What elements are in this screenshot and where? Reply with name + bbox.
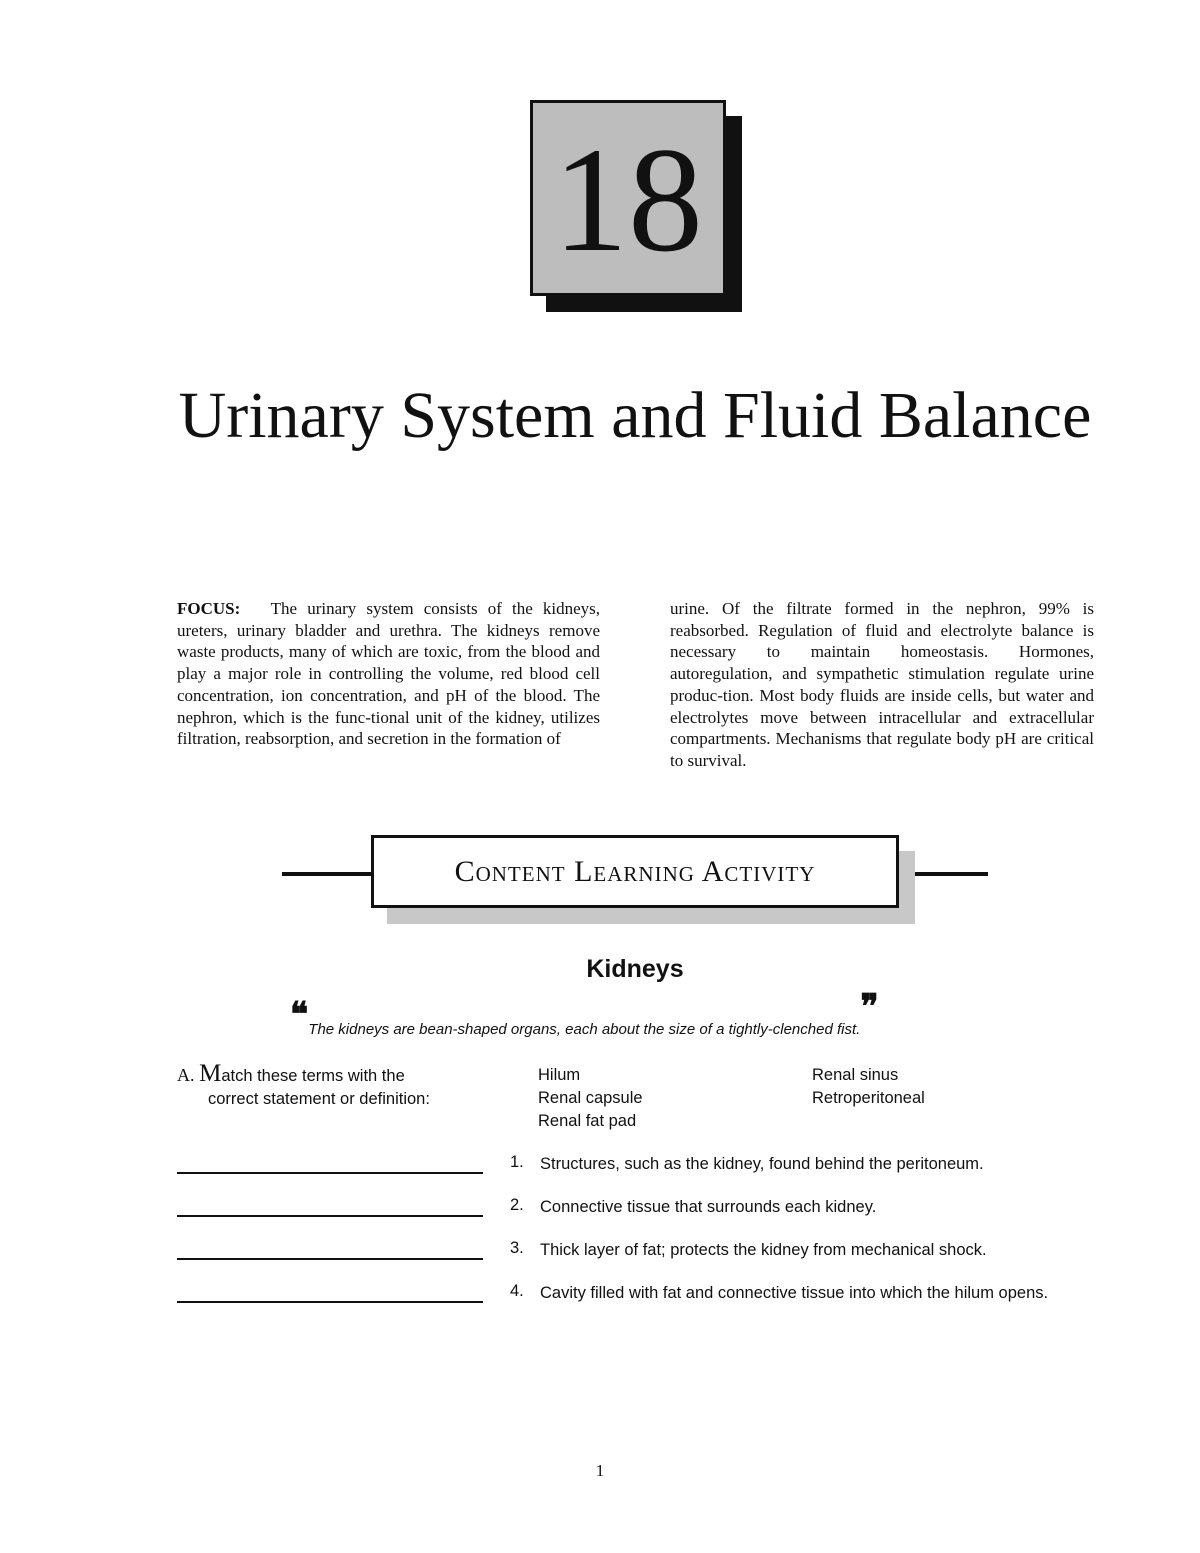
term: Renal capsule: [538, 1089, 643, 1107]
question-text: Thick layer of fat; protects the kidney from mechanical shock.: [540, 1241, 987, 1259]
instruction-line-2: correct statement or definition:: [208, 1090, 430, 1108]
focus-text-2: urine. Of the filtrate formed in the nephron, 99% is reabsorbed. Regulation of fluid and electrolyte balance is necessary to maintain homeostasis. Hormones, autoregulation, and sympathetic stimulation regulate urine produc-tion. Most body fluids are inside cells, but water and electrolytes move between intracellular and extracellular compartments. Mechanisms that regulate body pH are critical to survival.: [670, 599, 1094, 770]
answer-blank[interactable]: [177, 1172, 483, 1174]
question-number: 2.: [510, 1196, 524, 1214]
answer-blank[interactable]: [177, 1301, 483, 1303]
answer-blank[interactable]: [177, 1215, 483, 1217]
term-list-1: [538, 1064, 643, 1133]
chapter-box: [530, 100, 726, 296]
exercise-letter: A.: [177, 1065, 195, 1085]
section-title: Kidneys: [586, 955, 684, 983]
chapter-title: Urinary System and Fluid Balance: [178, 379, 1092, 452]
question-text: Structures, such as the kidney, found behind the peritoneum.: [540, 1155, 984, 1173]
content-learning-activity-banner: Content Learning Activity: [371, 835, 899, 908]
exercise-instruction: [177, 1062, 430, 1111]
focus-label: FOCUS:: [177, 599, 241, 618]
focus-column-1: [177, 598, 600, 750]
term: Retroperitoneal: [812, 1089, 925, 1107]
term: Renal sinus: [812, 1066, 899, 1084]
term: Hilum: [538, 1066, 581, 1084]
banner-rule-left: [282, 872, 374, 876]
open-quote-icon: ❝: [290, 995, 309, 1035]
answer-blank[interactable]: [177, 1258, 483, 1260]
question-number: 1.: [510, 1153, 524, 1171]
question-number: 3.: [510, 1239, 524, 1257]
term-list-2: [812, 1064, 925, 1110]
section-quote: [290, 987, 990, 1038]
question-number: 4.: [510, 1282, 524, 1300]
chapter-number: 18: [553, 117, 703, 283]
quote-text: The kidneys are bean-shaped organs, each about the size of a tightly-clenched fist.: [308, 1021, 861, 1038]
instruction-text: atch these terms with the: [221, 1067, 405, 1085]
question-text: Connective tissue that surrounds each kidney.: [540, 1198, 877, 1216]
page-number: 1: [595, 1461, 605, 1480]
term: Renal fat pad: [538, 1112, 637, 1130]
question-text: Cavity filled with fat and connective tissue into which the hilum opens.: [540, 1284, 1049, 1302]
close-quote-icon: ❞: [860, 987, 879, 1027]
instruction-initial: M: [199, 1060, 222, 1087]
focus-column-2: [670, 598, 1094, 772]
focus-text-1: The urinary system consists of the kidneys, ureters, urinary bladder and urethra. The kidneys remove waste products, many of which are toxic, from the blood and play a major role in controlling the volume, red blood cell concentration, ion concentration, and pH of the blood. The nephron, which is the func-tional unit of the kidney, utilizes filtration, reabsorption, and secretion in the formation of: [177, 599, 600, 749]
